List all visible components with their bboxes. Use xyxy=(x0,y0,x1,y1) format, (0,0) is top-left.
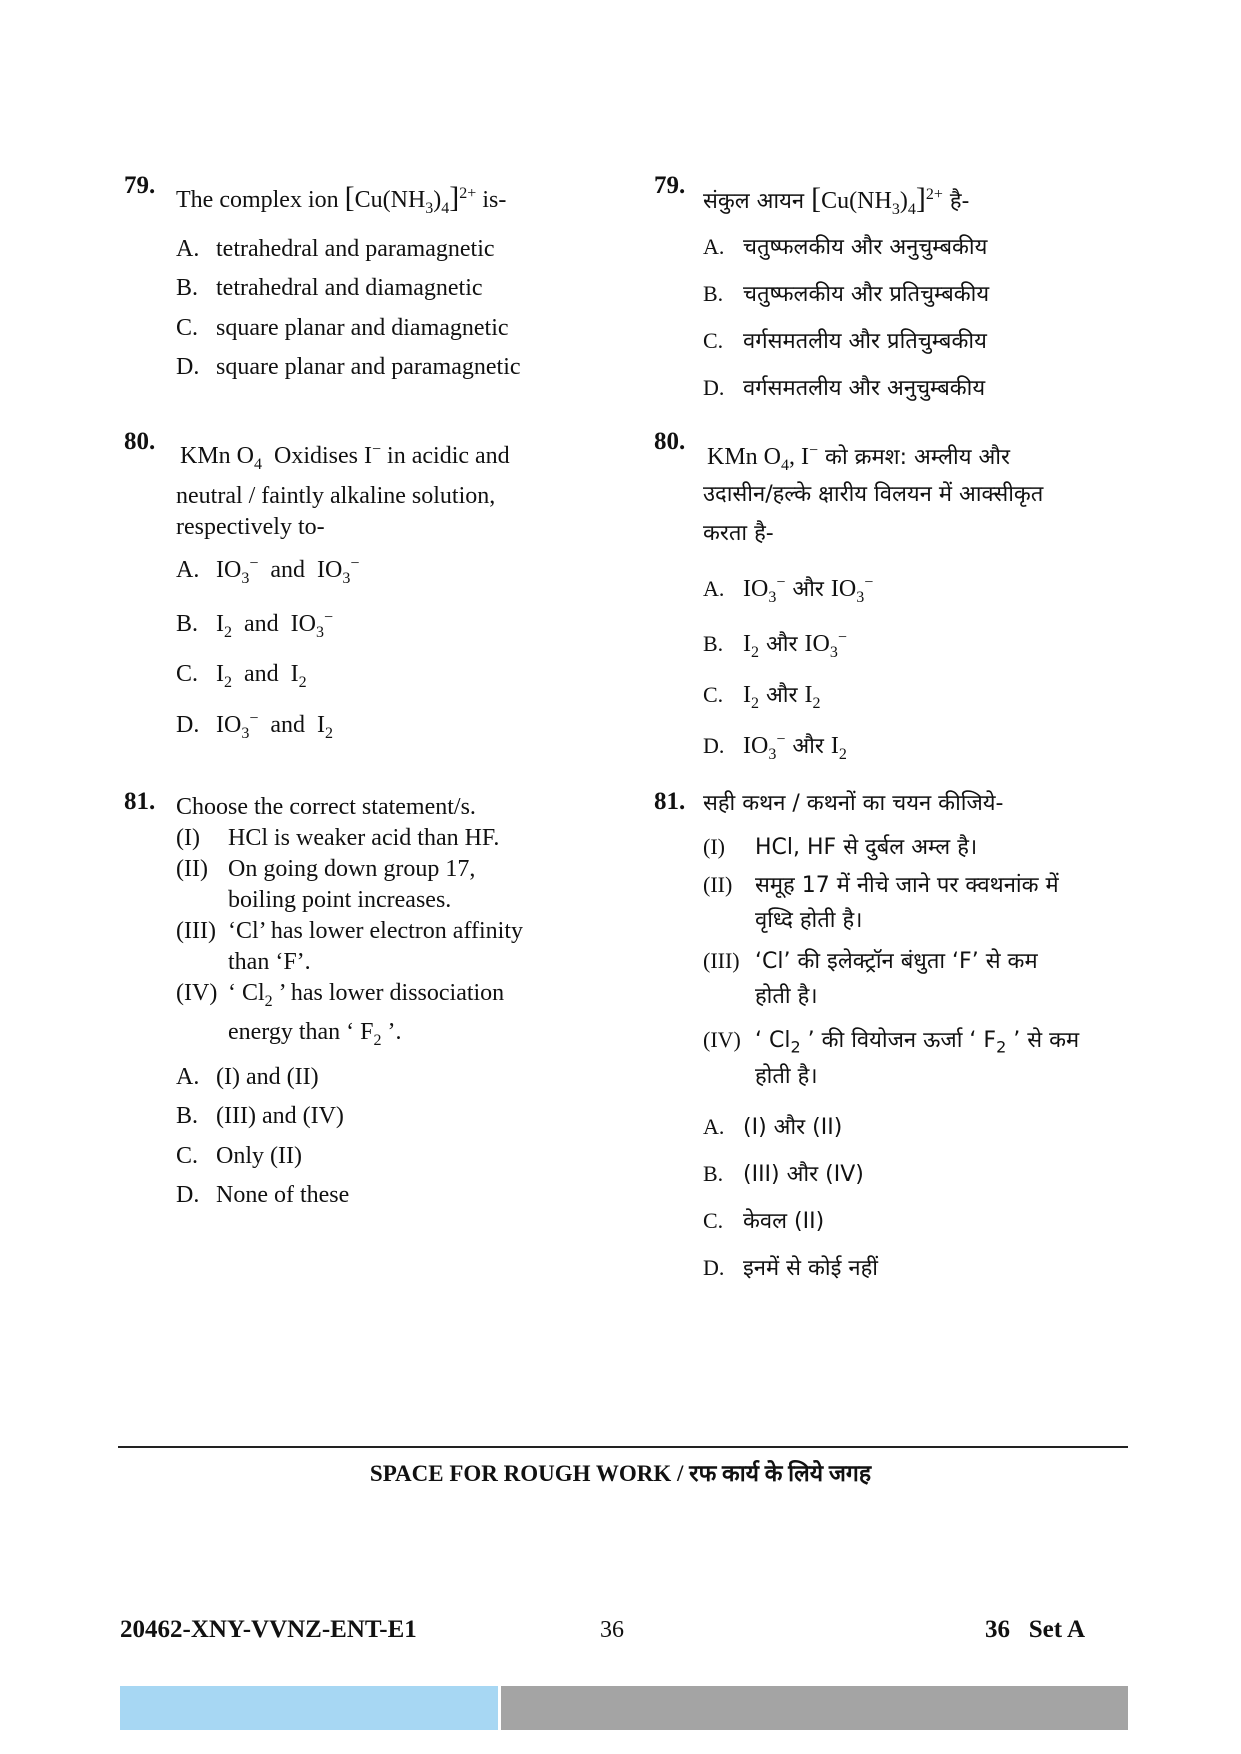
q79-option-c[interactable]: C. square planar and diamagnetic xyxy=(176,315,509,341)
q80-hi-stem-line3: करता है- xyxy=(703,521,774,546)
q80-option-d[interactable]: D. $IO_3^-$ and $I_2$ xyxy=(176,710,334,742)
q79-stem: The complex ion $[Cu(NH_3)_4]^{2+}$ is- xyxy=(176,181,507,217)
q80-option-c[interactable]: C. $I_2$ and $I_2$ xyxy=(176,661,307,691)
q81-statement-3: (III) ‘Cl’ has lower electron affinity xyxy=(176,918,524,944)
q81-stem: Choose the correct statement/s. xyxy=(176,794,476,820)
q80-hi-number: 80. xyxy=(654,428,686,455)
q80-stem-line3: respectively to- xyxy=(176,514,325,540)
q81-hi-statement-4: (IV) ‘ $Cl_2$ ’ की वियोजन ऊर्जा ‘ $F_2$ ’ से कम xyxy=(703,1027,1080,1057)
q81-option-a[interactable]: A. (I) and (II) xyxy=(176,1064,319,1090)
q81-option-b[interactable]: B. (III) and (IV) xyxy=(176,1103,344,1129)
rough-work-label: SPACE FOR ROUGH WORK / रफ कार्य के लिये जगह xyxy=(369,1461,872,1486)
q80-hi-stem-line2: उदासीन/हल्के क्षारीय विलयन में आक्सीकृत xyxy=(703,482,1044,507)
q79-option-d[interactable]: D. square planar and paramagnetic xyxy=(176,354,521,380)
q81-hi-option-a[interactable]: A. (I) और (II) xyxy=(703,1114,843,1140)
footer-bar-blue xyxy=(120,1686,498,1730)
q79-hi-option-b[interactable]: B. चतुष्फलकीय और प्रतिचुम्बकीय xyxy=(703,281,990,307)
q81-hi-statement-1: (I) HCl, HF से दुर्बल अम्ल है। xyxy=(703,834,978,860)
q80-stem-line1: KMn $O_4$ Oxidises I− in acidic and xyxy=(180,441,510,473)
q80-number: 80. xyxy=(124,428,156,455)
q79-number: 79. xyxy=(124,172,156,199)
q79-option-b[interactable]: B. tetrahedral and diamagnetic xyxy=(176,275,483,301)
q80-hi-option-b[interactable]: B. $I_2$ और $IO_3^-$ xyxy=(703,629,847,661)
q81-statement-3-cont: than ‘F’. xyxy=(228,949,311,975)
rough-work-divider xyxy=(118,1446,1128,1448)
q80-hi-option-d[interactable]: D. $IO_3^-$ और $I_2$ xyxy=(703,731,847,763)
q81-hi-statement-2: (II) समूह 17 में नीचे जाने पर क्वथनांक में xyxy=(703,872,1059,898)
q81-hi-option-d[interactable]: D. इनमें से कोई नहीं xyxy=(703,1255,879,1281)
footer-set: 36 Set A xyxy=(985,1616,1085,1643)
q81-hi-option-b[interactable]: B. (III) और (IV) xyxy=(703,1161,864,1187)
q81-hi-statement-4-cont: होती है। xyxy=(755,1064,818,1089)
q81-hi-statement-3: (III) ‘Cl’ की इलेक्ट्रॉन बंधुता ‘F’ से कम xyxy=(703,948,1038,974)
q80-hi-option-c[interactable]: C. $I_2$ और $I_2$ xyxy=(703,682,821,712)
footer-page-number: 36 xyxy=(600,1617,624,1643)
q81-statement-2: (II) On going down group 17, xyxy=(176,856,476,882)
q81-number: 81. xyxy=(124,788,156,815)
q79-formula: $[Cu(NH_3)_4]^{2+}$ xyxy=(344,181,477,217)
q81-hi-stem: सही कथन / कथनों का चयन कीजिये- xyxy=(703,791,1004,816)
q80-hi-stem-line1: KMn $O_4$, I− को क्रमश: अम्लीय और xyxy=(707,442,1010,474)
q79-hi-option-d[interactable]: D. वर्गसमतलीय और अनुचुम्बकीय xyxy=(703,375,986,401)
q81-statement-4-cont: energy than ‘ $F_2$ ’. xyxy=(228,1019,402,1049)
q81-statement-1: (I) HCl is weaker acid than HF. xyxy=(176,825,500,851)
q79-hi-stem: संकुल आयन $[Cu(NH_3)_4]^{2+}$ है- xyxy=(703,182,970,218)
footer-code: 20462-XNY-VVNZ-ENT-E1 xyxy=(120,1616,417,1643)
q80-option-a[interactable]: A. $IO_3^-$ and $IO_3^-$ xyxy=(176,555,360,587)
q80-option-b[interactable]: B. $I_2$ and $IO_3^-$ xyxy=(176,609,334,641)
q81-option-c[interactable]: C. Only (II) xyxy=(176,1143,302,1169)
q79-hi-option-c[interactable]: C. वर्गसमतलीय और प्रतिचुम्बकीय xyxy=(703,328,987,354)
q79-hi-option-a[interactable]: A. चतुष्फलकीय और अनुचुम्बकीय xyxy=(703,234,988,260)
q81-option-d[interactable]: D. None of these xyxy=(176,1182,350,1208)
q81-hi-statement-2-cont: वृध्दि होती है। xyxy=(755,908,863,933)
q81-hi-option-c[interactable]: C. केवल (II) xyxy=(703,1208,825,1234)
q80-hi-option-a[interactable]: A. $IO_3^-$ और $IO_3^-$ xyxy=(703,574,874,606)
q81-statement-2-cont: boiling point increases. xyxy=(228,887,452,913)
q81-hi-number: 81. xyxy=(654,788,686,815)
q79-hi-number: 79. xyxy=(654,172,686,199)
q79-option-a[interactable]: A. tetrahedral and paramagnetic xyxy=(176,236,495,262)
q80-stem-line2: neutral / faintly alkaline solution, xyxy=(176,483,496,509)
footer-bar-gray xyxy=(501,1686,1128,1730)
q81-statement-4: (IV) ‘ $Cl_2$ ’ has lower dissociation xyxy=(176,980,505,1010)
q81-hi-statement-3-cont: होती है। xyxy=(755,984,818,1009)
